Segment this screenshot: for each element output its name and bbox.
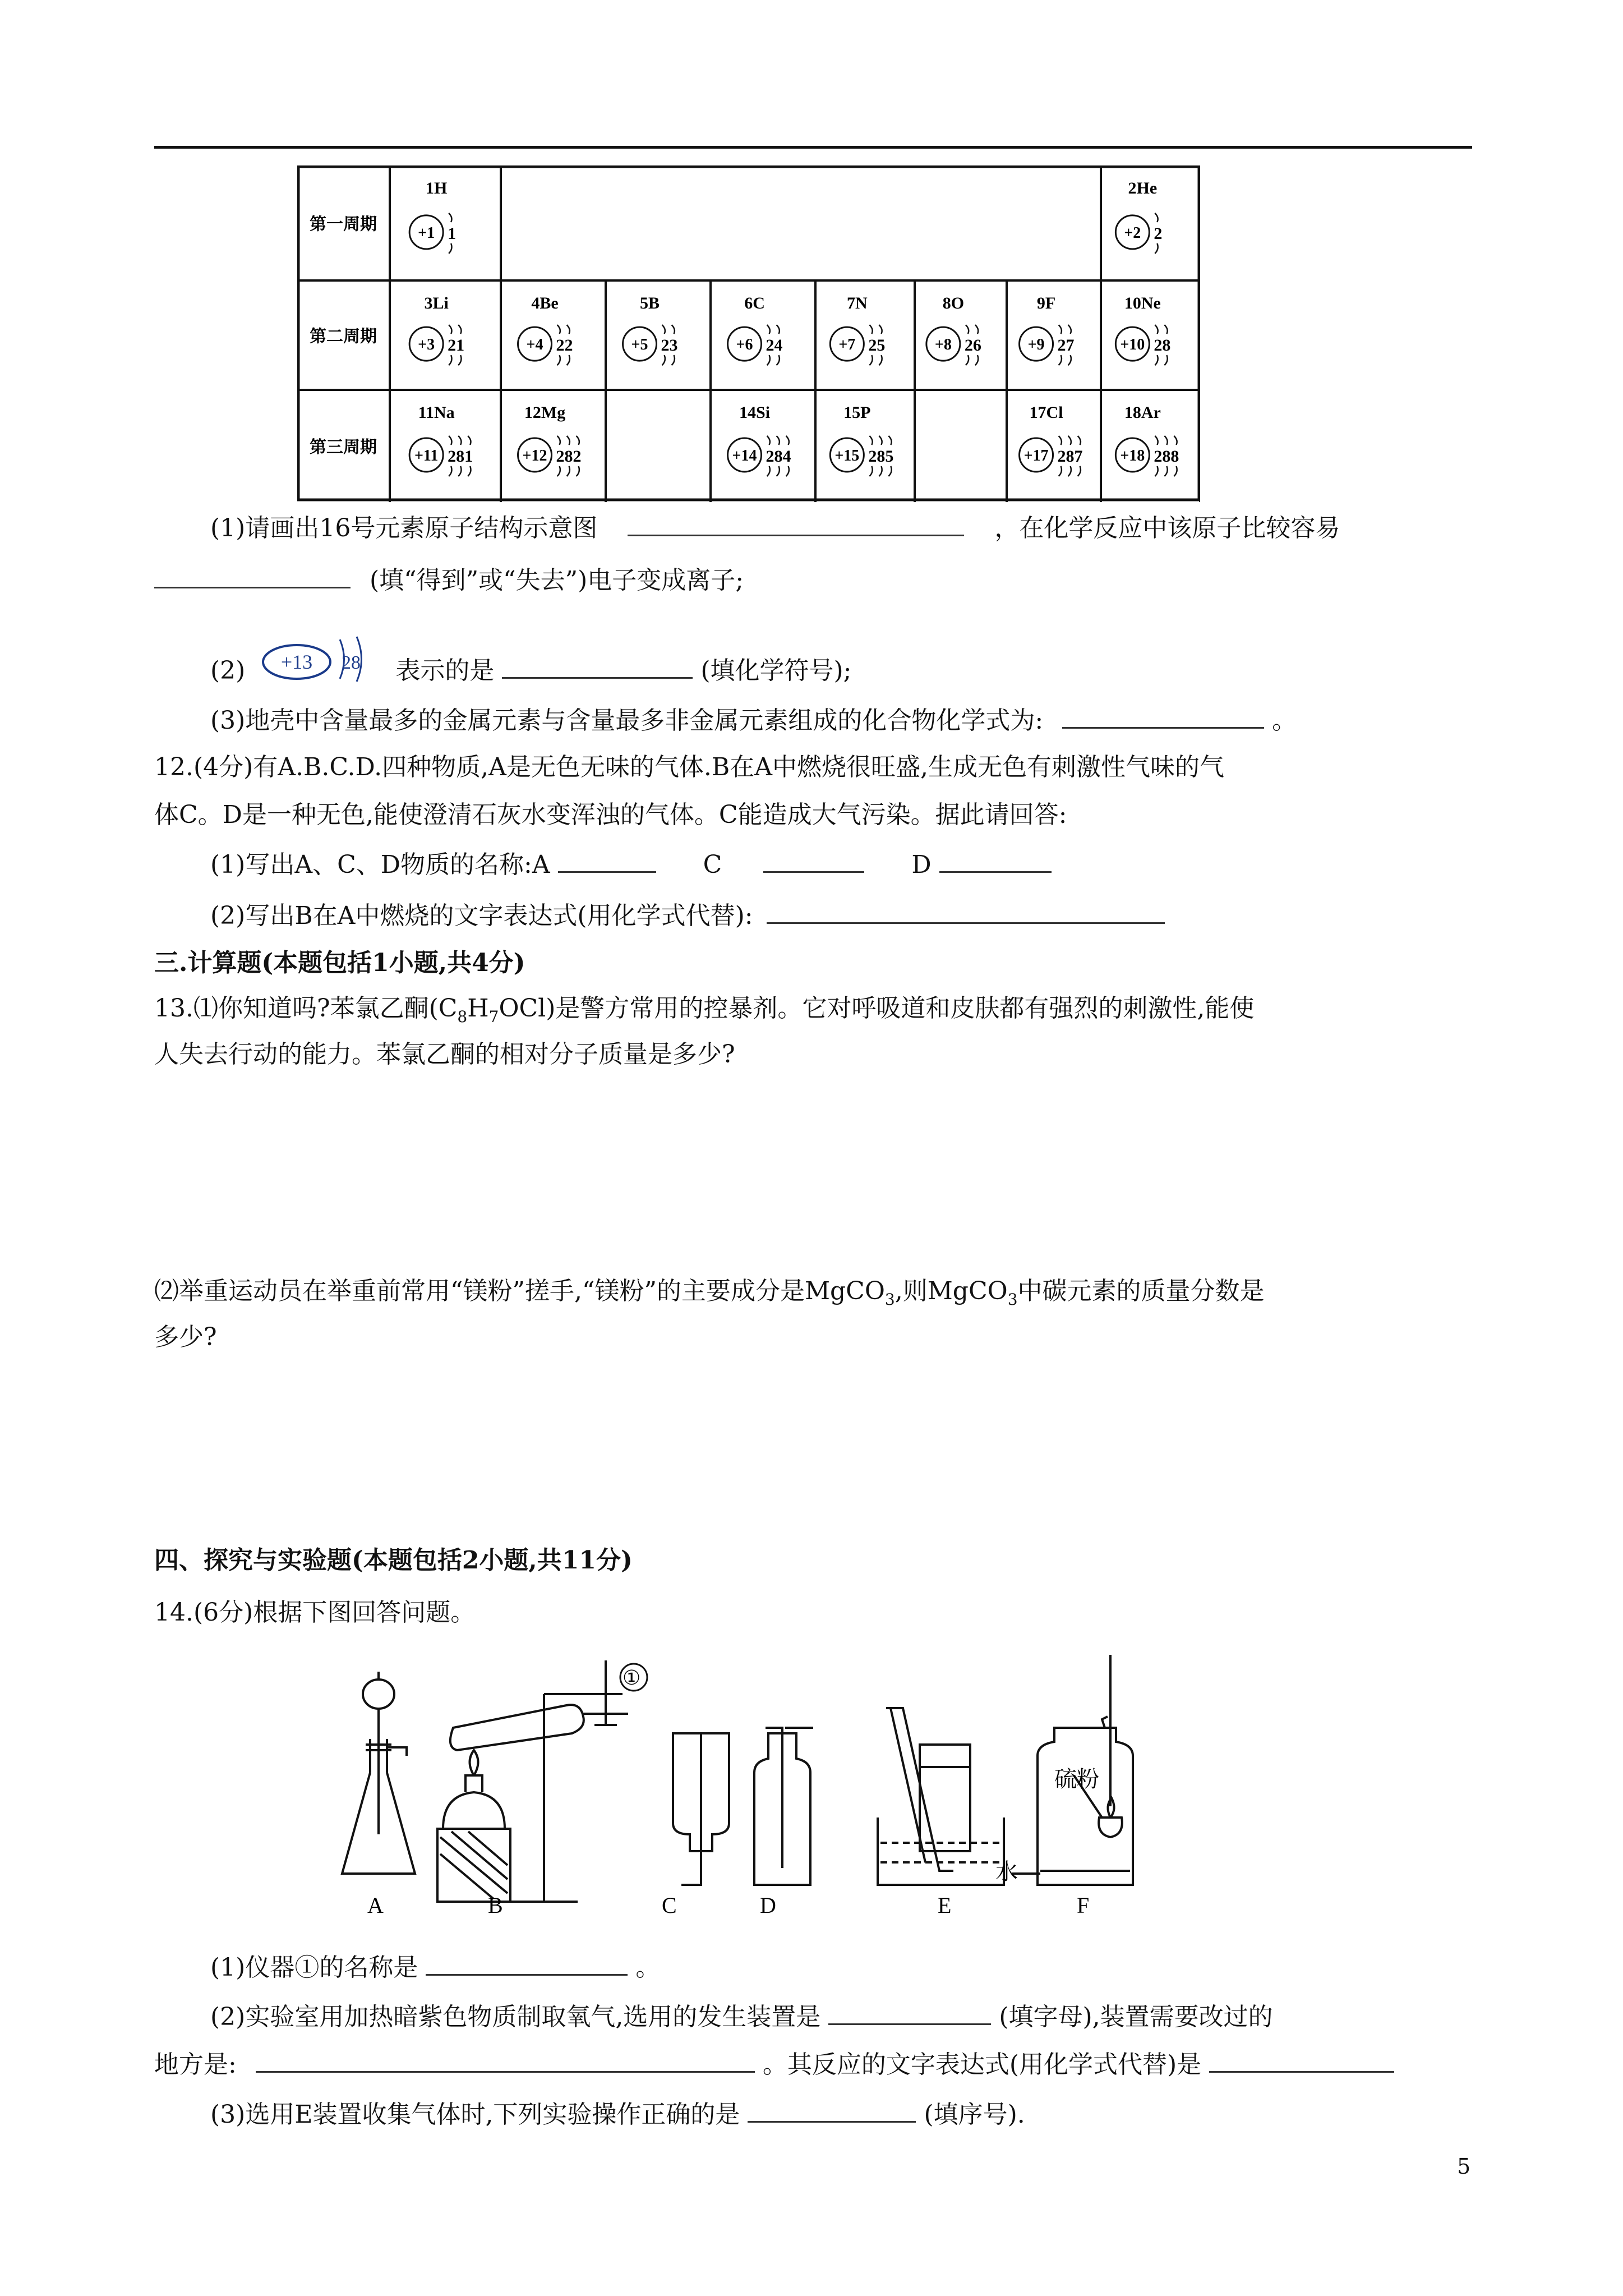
- q14-line3: [210, 2000, 1273, 2034]
- element-symbol: 1H: [425, 179, 448, 197]
- nucleus-charge: +15: [834, 447, 860, 464]
- q12-line3: [210, 848, 1052, 882]
- apparatus-e-trough: [878, 1708, 1004, 1885]
- label-a: A: [367, 1893, 384, 1918]
- q11-answer-blank-1[interactable]: [628, 530, 964, 536]
- nucleus-charge: +11: [414, 447, 439, 464]
- q11-part2-text: 表示的是: [395, 656, 495, 685]
- q13-line1: [154, 992, 1254, 1034]
- apparatus-a-flask: [342, 1672, 415, 1874]
- q11-line3: [210, 634, 851, 688]
- nucleus-charge: +6: [736, 336, 753, 354]
- q12-line2: 体C。D是一种无色,能使澄清石灰水变浑浊的气体。C能造成大气污染。据此请回答:: [154, 800, 1067, 829]
- page-number: 5: [1457, 2154, 1471, 2179]
- nucleus-charge: +5: [631, 336, 648, 354]
- q13-part2c: 中碳元素的质量分数是: [1017, 1277, 1265, 1305]
- q11-part2-hint: (填化学符号);: [700, 656, 852, 685]
- q13-part1a: 13.⑴你知道吗?苯氯乙酮(C: [154, 994, 458, 1023]
- q14-line2: [210, 1951, 660, 1985]
- nucleus-charge: +2: [1124, 224, 1141, 242]
- q14-line1: 14.(6分)根据下图回答问题。: [154, 1598, 476, 1627]
- q13-part1b: OCl)是警方常用的控暴剂。它对呼吸道和皮肤都有强烈的刺激性,能使: [499, 994, 1255, 1023]
- element-symbol: 12Mg: [524, 403, 566, 422]
- q14-part2-equation: 。其反应的文字表达式(用化学式代替)是: [762, 2050, 1202, 2079]
- q11-part3-text: (3)地壳中含量最多的金属元素与含量最多非金属元素组成的化合物化学式为:: [210, 706, 1044, 735]
- q14-part1-end: 。: [635, 1953, 661, 1982]
- electron-shells: 25: [868, 336, 886, 355]
- electron-shells: 23: [661, 336, 678, 355]
- q14-line5: [210, 2098, 1025, 2132]
- q12-line4: [210, 899, 1165, 933]
- sulfur-label: 硫粉: [1054, 1766, 1099, 1792]
- label-c: C: [662, 1893, 677, 1918]
- nucleus-charge: +8: [934, 336, 952, 354]
- q11-answer-blank-4[interactable]: [1062, 723, 1264, 729]
- element-symbol: 7N: [847, 294, 868, 312]
- q13-sub-3b: 3: [1007, 1290, 1018, 1309]
- q12-blank-c[interactable]: [763, 867, 864, 873]
- label-f: F: [1077, 1893, 1090, 1918]
- nucleus-charge: +10: [1120, 336, 1145, 354]
- q11-answer-blank-3[interactable]: [502, 673, 693, 679]
- element-symbol: 11Na: [418, 403, 455, 422]
- label-e: E: [938, 1893, 952, 1918]
- nucleus-charge: +4: [526, 336, 543, 354]
- q11-part2-label: (2): [210, 656, 246, 685]
- electron-shells: 21: [448, 336, 465, 355]
- q14-part1-text: (1)仪器①的名称是: [210, 1953, 418, 1982]
- q14-blank-1[interactable]: [426, 1970, 628, 1976]
- water-label: 水: [995, 1859, 1018, 1884]
- electron-shells: 27: [1057, 336, 1075, 355]
- q13-h: H: [467, 994, 489, 1023]
- q14-part2-text: (2)实验室用加热暗紫色物质制取氧气,选用的发生装置是: [210, 2003, 821, 2031]
- q11-part1-text: (1)请画出16号元素原子结构示意图: [210, 514, 598, 542]
- nucleus-charge: +18: [1120, 447, 1145, 464]
- nucleus-charge: +9: [1027, 336, 1045, 354]
- element-symbol: 5B: [640, 294, 660, 312]
- period-label: 第三周期: [310, 438, 377, 457]
- marker-label: ①: [623, 1667, 641, 1689]
- q12-part2-text: (2)写出B在A中燃烧的文字表达式(用化学式代替):: [210, 901, 753, 930]
- q14-part3-hint: (填序号).: [924, 2100, 1025, 2129]
- label-d: D: [760, 1893, 776, 1918]
- q14-part3-text: (3)选用E装置收集气体时,下列实验操作正确的是: [210, 2100, 740, 2129]
- q11-part1-tail: ，在化学反应中该原子比较容易: [994, 514, 1340, 542]
- q11-line1: [210, 512, 1340, 545]
- q13-line2: 人失去行动的能力。苯氯乙酮的相对分子质量是多少?: [154, 1040, 735, 1069]
- q11-ion-diagram: [259, 634, 388, 684]
- q14-line4: [154, 2048, 1394, 2082]
- electron-shells: 1: [448, 224, 457, 243]
- nucleus-charge: +3: [418, 336, 435, 354]
- q13-sub-7: 7: [488, 1007, 499, 1026]
- electron-shells: 22: [556, 336, 573, 355]
- electron-shells: 288: [1154, 447, 1179, 466]
- electron-shells: 287: [1057, 447, 1083, 466]
- q13-line3: [154, 1274, 1265, 1317]
- section3-heading: 三.计算题(本题包括1小题,共4分): [154, 949, 525, 977]
- q13-line4: 多少?: [154, 1323, 217, 1351]
- q12-blank-d[interactable]: [939, 867, 1052, 873]
- apparatus-d-bottle: [754, 1728, 813, 1885]
- q12-blank-equation[interactable]: [767, 918, 1165, 924]
- nucleus-charge: +17: [1023, 447, 1049, 464]
- nucleus-charge: +12: [522, 447, 547, 464]
- q13-sub-3a: 3: [884, 1290, 895, 1309]
- q13-part2a: ⑵举重运动员在举重前常用“镁粉”搓手,“镁粉”的主要成分是MgCO: [154, 1277, 885, 1305]
- period-label: 第一周期: [310, 215, 377, 234]
- q14-blank-3[interactable]: [256, 2067, 755, 2073]
- q11-ion-shells: 28: [342, 652, 361, 673]
- section4-heading: 四、探究与实验题(本题包括2小题,共11分): [154, 1546, 633, 1575]
- electron-shells: 281: [448, 447, 473, 466]
- element-symbol: 18Ar: [1124, 403, 1161, 422]
- element-symbol: 17Cl: [1029, 403, 1063, 422]
- electron-shells: 282: [556, 447, 582, 466]
- q12-label-d: D: [911, 850, 932, 879]
- q11-answer-blank-2[interactable]: [154, 582, 351, 588]
- apparatus-b-heating: [437, 1660, 628, 1902]
- q14-part2-hint: (填字母),装置需要改过的: [999, 2003, 1273, 2031]
- q12-part1-text: (1)写出A、C、D物质的名称:A: [210, 850, 550, 879]
- element-symbol: 3Li: [424, 294, 449, 312]
- element-symbol: 4Be: [531, 294, 559, 312]
- element-symbol: 2He: [1128, 179, 1158, 197]
- q14-blank-4[interactable]: [1209, 2067, 1394, 2073]
- element-symbol: 6C: [744, 294, 765, 312]
- element-symbol: 14Si: [739, 403, 771, 422]
- q13-part2b: ,则MgCO: [895, 1277, 1008, 1305]
- element-symbol: 15P: [843, 403, 871, 422]
- q11-line2: [154, 564, 744, 597]
- q12-line1: 12.(4分)有A.B.C.D.四种物质,A是无色无味的气体.B在A中燃烧很旺盛,生成无色有刺激性气味的气: [154, 753, 1225, 781]
- element-symbol: 9F: [1036, 294, 1056, 312]
- nucleus-charge: +14: [732, 447, 757, 464]
- electron-shells: 285: [868, 447, 894, 466]
- q13-sub-8: 8: [457, 1007, 468, 1026]
- electron-shells: 284: [766, 447, 791, 466]
- q11-ion-nucleus: +13: [281, 651, 313, 673]
- q12-label-c: C: [703, 850, 722, 879]
- q14-blank-5[interactable]: [748, 2116, 916, 2123]
- lab-apparatus-figure: [331, 1649, 1228, 1918]
- periodic-table-figure: [297, 165, 1200, 502]
- q11-part3-end: 。: [1272, 706, 1297, 735]
- q11-line4: [210, 704, 1297, 738]
- q14-blank-2[interactable]: [828, 2019, 991, 2025]
- electron-shells: 26: [964, 336, 981, 355]
- q14-part2-place: 地方是:: [154, 2050, 237, 2079]
- label-b: B: [488, 1893, 503, 1918]
- nucleus-charge: +1: [418, 224, 435, 242]
- period-label: 第二周期: [310, 327, 377, 346]
- q12-blank-a[interactable]: [558, 867, 656, 873]
- header-rule: [154, 146, 1472, 149]
- element-symbol: 10Ne: [1124, 294, 1161, 312]
- element-symbol: 8O: [942, 294, 965, 312]
- electron-shells: 24: [766, 336, 783, 355]
- apparatus-c-bottle: [673, 1733, 729, 1885]
- nucleus-charge: +7: [838, 336, 856, 354]
- electron-shells: 2: [1154, 224, 1163, 243]
- q11-part1-hint: (填“得到”或“失去”)电子变成离子;: [370, 566, 744, 595]
- electron-shells: 28: [1154, 336, 1171, 355]
